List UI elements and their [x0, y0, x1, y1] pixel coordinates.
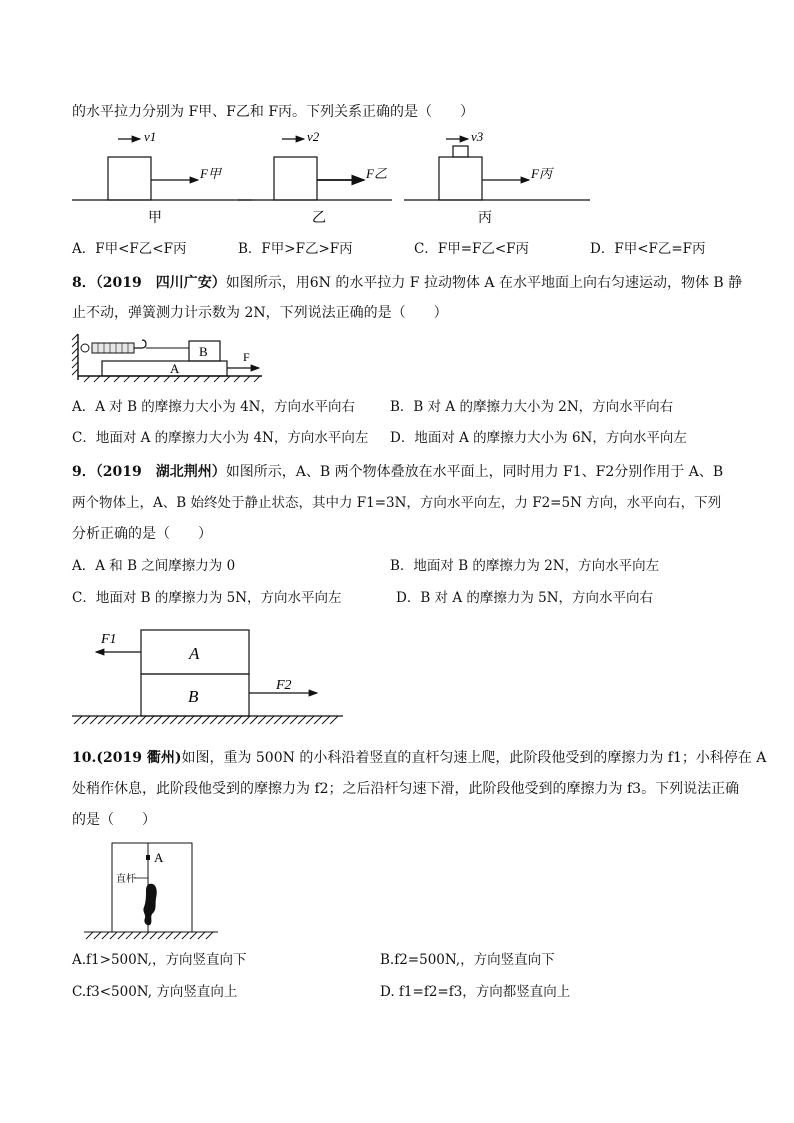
q10-option-c[interactable]: C.f3<500N, 方向竖直向上: [72, 984, 238, 1000]
q9-option-d[interactable]: D．B 对 A 的摩擦力为 5N，方向水平向右: [396, 590, 654, 606]
q9-stem-text-1: 如图所示，A、B 两个物体叠放在水平面上，同时用力 F1、F2分别作用于 A、B: [225, 464, 724, 480]
q9-source: （2019 湖北荆州）: [95, 464, 226, 480]
q7-stem: 的水平拉力分别为 F甲、F乙和 F丙。下列关系正确的是（ ）: [72, 104, 475, 120]
q9-option-b[interactable]: B．地面对 B 的摩擦力为 2N，方向水平向左: [390, 558, 660, 574]
q9-stem-line-3: 分析正确的是（ ）: [72, 526, 212, 542]
q8-number: 8．: [72, 275, 96, 291]
q7-option-b[interactable]: B．F甲>F乙>F丙: [238, 241, 353, 257]
q10-option-d[interactable]: D. f1=f2=f3，方向都竖直向上: [380, 984, 571, 1000]
q7-option-d[interactable]: D．F甲<F乙=F丙: [590, 241, 706, 257]
q8-option-c[interactable]: C．地面对 A 的摩擦力大小为 4N，方向水平向左: [72, 430, 369, 446]
q8-option-b[interactable]: B．B 对 A 的摩擦力大小为 2N，方向水平向右: [390, 399, 674, 415]
q10-option-b[interactable]: B.f2=500N,，方向竖直向下: [380, 952, 555, 968]
q9-label-b: B: [188, 687, 199, 706]
q10-option-a[interactable]: A.f1>500N,，方向竖直向下: [72, 952, 247, 968]
q7-option-a[interactable]: A．F甲<F乙<F丙: [72, 241, 187, 257]
q7-force-label-yi: F乙: [366, 166, 387, 181]
q10-stem-line-2: 处稍作休息，此阶段他受到的摩擦力为 f2；之后沿杆匀速下滑，此阶段他受到的摩擦力为 f3。下列说法正确: [72, 781, 740, 797]
q8-stem-line-2: 止不动，弹簧测力计示数为 2N，下列说法正确的是（ ）: [72, 305, 448, 321]
q7-velocity-label-yi: v2: [307, 129, 320, 144]
q9-label-f1: F1: [101, 632, 117, 647]
q8-stem-text-1: 如图所示，用6N 的水平拉力 F 拉动物体 A 在水平地面上向右匀速运动，物体 B 静: [225, 275, 743, 291]
q10-climber: [143, 884, 156, 925]
q8-option-d[interactable]: D．地面对 A 的摩擦力大小为 6N，方向水平向左: [390, 430, 687, 446]
q9-number: 9．: [72, 464, 96, 480]
q7-force-label-bing: F丙: [531, 166, 552, 181]
q7-caption-bing: 丙: [478, 211, 492, 226]
q8-label-b: B: [199, 344, 208, 359]
q9-label-f2: F2: [276, 678, 292, 693]
q8-option-a[interactable]: A．A 对 B 的摩擦力大小为 4N，方向水平向右: [72, 399, 355, 415]
q7-force-label-jia: F甲: [200, 166, 221, 181]
q10-source: (2019 衢州): [96, 750, 182, 766]
q8-source: （2019 四川广安）: [95, 275, 226, 291]
q10-stem-text-1: 如图，重为 500N 的小科沿着竖直的直杆匀速上爬，此阶段他受到的摩擦力为 f1；小科停在 A: [181, 750, 767, 766]
q10-label-pole: 直杆: [116, 874, 136, 885]
q10-stem-line-3: 的是（ ）: [72, 812, 156, 828]
q9-label-a: A: [189, 644, 200, 663]
q7-velocity-label-bing: v3: [471, 129, 484, 144]
q7-caption-yi: 乙: [312, 211, 326, 226]
q7-velocity-label-jia: v1: [144, 129, 157, 144]
q8-label-a: A: [170, 361, 180, 376]
q9-option-c[interactable]: C．地面对 B 的摩擦力为 5N，方向水平向左: [72, 590, 342, 606]
q10-number: 10.: [72, 750, 97, 766]
q10-point-a: [146, 855, 150, 860]
q7-caption-jia: 甲: [148, 211, 162, 226]
q8-label-f: F: [243, 350, 250, 364]
q7-option-c[interactable]: C．F甲=F乙<F丙: [414, 241, 530, 257]
q10-label-a: A: [154, 850, 164, 865]
q9-stem-line-2: 两个物体上，A、B 始终处于静止状态，其中力 F1=3N，方向水平向左，力 F2=5N 方向，水平向右，下列: [72, 495, 722, 511]
q9-option-a[interactable]: A．A 和 B 之间摩擦力为 0: [72, 558, 236, 574]
